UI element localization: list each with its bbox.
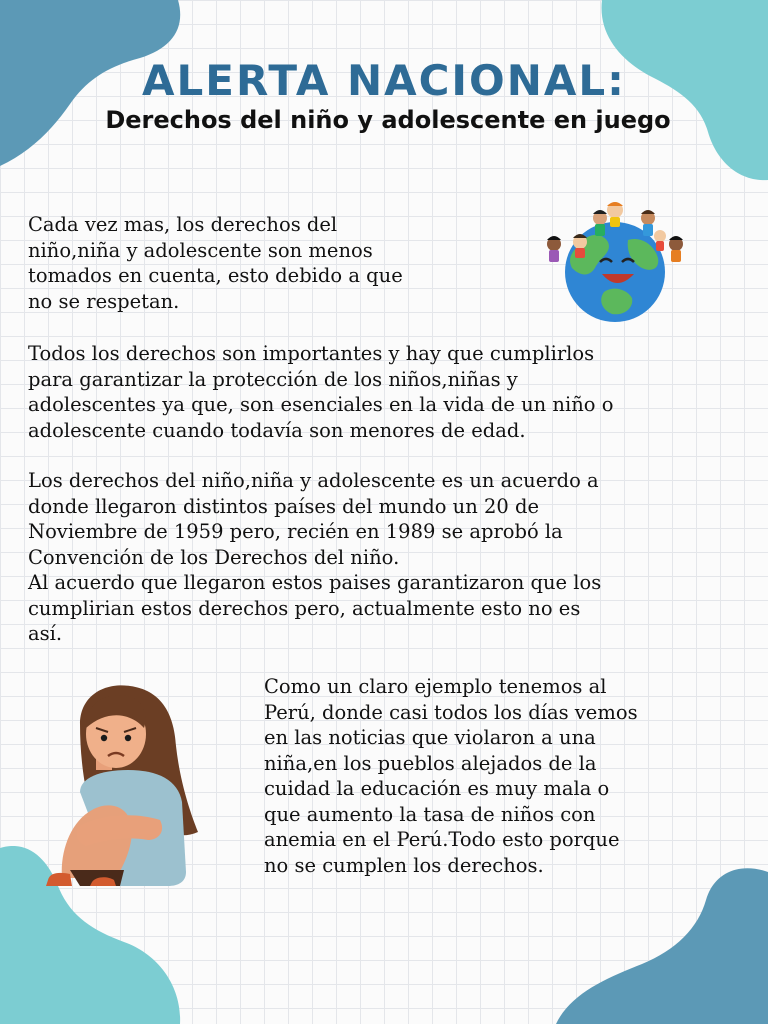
page-title: ALERTA NACIONAL: [142, 56, 626, 105]
paragraph-agreement-not-fulfilled: Al acuerdo que llegaron estos paises garantizaron que los cumplirian estos derechos pero, actualmente esto no es así. [28, 571, 602, 645]
corner-blob-bottom-right [556, 866, 768, 1024]
globe-children-illustration [540, 196, 690, 324]
paragraph-peru-example: Como un claro ejemplo tenemos al Perú, donde casi todos los días vemos en las noticias que violaron a una niña,en los pueblos alejados de la cuidad la educación es muy mala o que aumento la tasa de niños con anemia en el Perú.Todo esto porque no se cumplen los derechos. [264, 675, 638, 877]
paragraph-rights-important: Todos los derechos son importantes y hay que cumplirlos para garantizar la protección de los niños,niñas y adolescentes ya que, son esenciales en la vida de un niño o adolescente cuando todavía son menores de edad. [28, 342, 614, 442]
sad-girl-illustration [40, 682, 206, 892]
paragraph-rights-agreement: Los derechos del niño,niña y adolescente es un acuerdo a donde llegaron distintos países del mundo un 20 de Noviembre de 1959 pero, recién en 1989 se aprobó la Convención de los Derechos del niño. [28, 469, 599, 569]
page-subtitle: Derechos del niño y adolescente en juego [105, 106, 671, 134]
paragraph-rights-less-considered: Cada vez mas, los derechos del niño,niña y adolescente son menos tomados en cuenta, esto debido a que no se respetan. [28, 213, 403, 313]
